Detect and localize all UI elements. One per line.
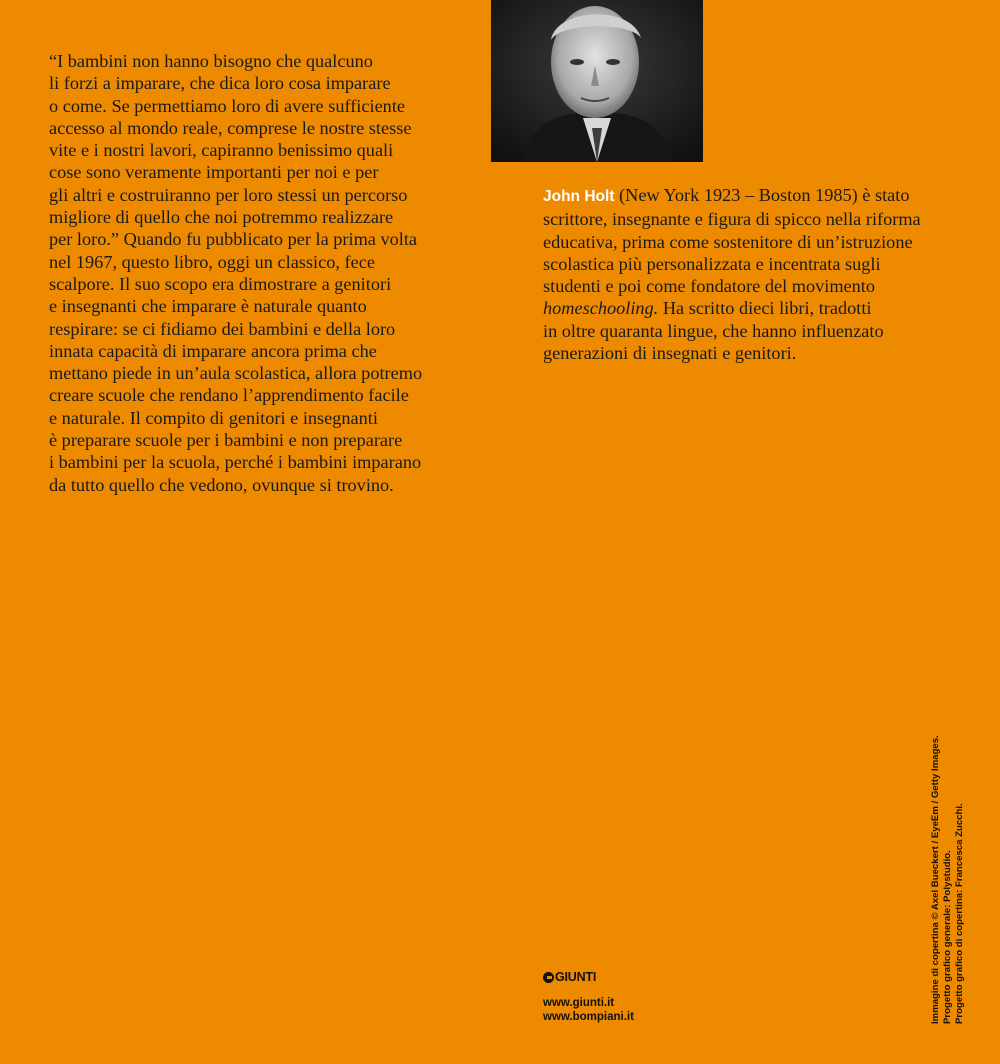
publisher-urls [543,996,634,1024]
back-cover-blurb [49,50,459,496]
blurb-line: gli altri e costruiranno per loro stessi un percorso [49,184,408,205]
publisher-logo-text: GIUNTI [555,970,597,984]
author-photo [491,0,703,162]
author-portrait-image [491,0,703,162]
credit-line: Immagine di copertina © Axel Bueckert / EyeEm / Getty Images. [930,735,941,1024]
blurb-line: da tutto quello che vedono, ovunque si trovino. [49,474,394,495]
publisher-url-giunti: www.giunti.it [543,997,615,1009]
blurb-line: innata capacità di imparare ancora prima che [49,340,377,361]
blurb-line: è preparare scuole per i bambini e non preparare [49,430,403,451]
bio-text: scrittore, insegnante e figura di spicco nella riforma [543,209,921,230]
blurb-line: creare scuole che rendano l’apprendimento facile [49,385,409,406]
blurb-line: li forzi a imparare, che dica loro cosa imparare [49,73,391,94]
bio-text: studenti e poi come fondatore del movimento [543,276,876,297]
blurb-line: accesso al mondo reale, comprese le nostre stesse [49,117,412,138]
bio-text: generazioni di insegnati e genitori. [543,343,797,364]
bio-text: (New York 1923 – Boston 1985) è stato [614,185,910,205]
cover-credits [930,735,970,1024]
blurb-line: e naturale. Il compito di genitori e insegnanti [49,407,378,428]
blurb-line: e insegnanti che imparare è naturale quanto [49,296,367,317]
blurb-line: mettano piede in un’aula scolastica, allora potremo [49,363,423,384]
bio-text: educativa, prima come sostenitore di un’istruzione [543,231,913,252]
blurb-line: “I bambini non hanno bisogno che qualcuno [49,51,373,71]
blurb-line: vite e i nostri lavori, capiranno benissimo quali [49,140,394,161]
giunti-logo-icon [543,972,554,983]
blurb-line: respirare: se ci fidiamo dei bambini e della loro [49,318,396,339]
blurb-line: o come. Se permettiamo loro di avere sufficiente [49,95,406,116]
author-name: John Holt [543,188,615,205]
bio-text: Ha scritto dieci libri, tradotti [658,298,872,319]
blurb-line: cose sono veramente importanti per noi e per [49,162,379,183]
blurb-line: migliore di quello che noi potremmo realizzare [49,207,394,228]
credit-line: Progetto grafico di copertina: Francesca Zucchi. [954,803,965,1024]
credit-line: Progetto grafico generale: Polystudio. [942,850,953,1024]
blurb-line: i bambini per la scuola, perché i bambini imparano [49,452,422,473]
blurb-line: scalpore. Il suo scopo era dimostrare a genitori [49,273,392,294]
publisher-url-bompiani: www.bompiani.it [543,1011,634,1023]
bio-text: in oltre quaranta lingue, che hanno influenzato [543,320,884,341]
blurb-line: per loro.” Quando fu pubblicato per la prima volta [49,229,418,250]
bio-text: scolastica più personalizzata e incentrata sugli [543,253,881,274]
blurb-line: nel 1967, questo libro, oggi un classico, fece [49,251,375,272]
bio-italic-term: homeschooling. [543,298,659,319]
publisher-logo [543,970,634,984]
publisher-block [543,970,634,1024]
author-bio [543,184,963,364]
